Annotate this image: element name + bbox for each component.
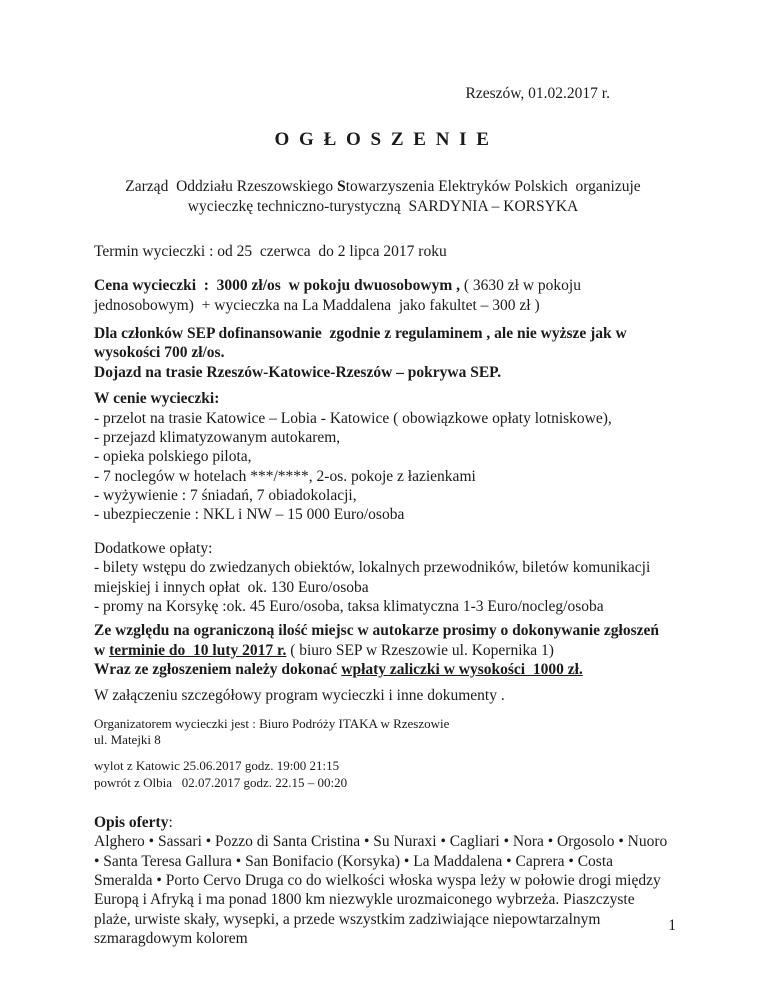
intro-line-2: wycieczkę techniczno-turystyczną SARDYNIA – KORSYKA (187, 197, 579, 215)
included-item: - 7 noclegów w hotelach ***/****, 2-os. pokoje z łazienkami (94, 467, 476, 485)
registration-paragraph (94, 621, 672, 679)
organizer-address-line: ul. Matejki 8 (94, 732, 161, 748)
trip-date-line: Termin wycieczki : od 25 czerwca do 2 lipca 2017 roku (94, 242, 447, 260)
extra-fees-item: - promy na Korsykę :ok. 45 Euro/osoba, taksa klimatyczna 1-3 Euro/nocleg/osoba (94, 597, 604, 615)
page-number: 1 (668, 917, 676, 934)
included-section (94, 389, 672, 525)
extra-fees-header: Dodatkowe opłaty: (94, 539, 213, 557)
price-bold-text: Cena wycieczki : 3000 zł/os w pokoju dwuosobowym , (94, 277, 460, 295)
included-item: - wyżywienie : 7 śniadań, 7 obiadokolacji, (94, 487, 357, 505)
extra-fees-section (94, 539, 672, 617)
organizer-block (94, 716, 672, 749)
included-item: - opieka polskiego pilota, (94, 448, 252, 466)
offer-description-section (94, 813, 672, 949)
intro-line-1 (94, 177, 672, 196)
transport-line: Dojazd na trasie Rzeszów-Katowice-Rzeszów – pokrywa SEP. (94, 363, 502, 381)
price-regular-text: ( 3630 zł w pokoju jednosobowym) + wycieczka na La Maddalena jako fakultet – 300 zł ) (94, 277, 585, 314)
registration-deadline-line (94, 621, 672, 660)
return-line: powrót z Olbia 02.07.2017 godz. 22.15 – 00:20 (94, 774, 348, 790)
flights-block (94, 758, 672, 791)
sep-funding-paragraph (94, 324, 672, 382)
offer-description-header (94, 813, 672, 832)
registration-office-text: ( biuro SEP w Rzeszowie ul. Kopernika 1) (286, 641, 554, 659)
deposit-line (94, 660, 672, 679)
departure-line: wylot z Katowic 25.06.2017 godz. 19:00 21:15 (94, 758, 340, 774)
intro-line-1-pre: Zarząd Oddziału Rzeszowskiego (125, 178, 338, 196)
included-header: W cenie wycieczki: (94, 390, 220, 408)
extra-fees-item: - bilety wstępu do zwiedzanych obiektów, lokalnych przewodników, biletów komunikacji miejskiej i innych opłat ok. 130 Euro/osoba (94, 559, 655, 596)
attachment-note: W załączeniu szczegółowy program wycieczki i inne dokumenty . (94, 687, 505, 705)
funding-line: Dla członków SEP dofinansowanie zgodnie z regulaminem , ale nie wyższe jak w wysokości 700 zł/os. (94, 325, 631, 362)
date-line: Rzeszów, 01.02.2017 r. (465, 85, 610, 102)
included-item: - przejazd klimatyzowanym autokarem, (94, 428, 341, 446)
registration-bold-text: Ze względu na ograniczoną ilość miejsc w autokarze prosimy o dokonywanie zgłoszeń w (94, 622, 663, 659)
offer-header-bold: Opis oferty (94, 813, 169, 831)
intro-paragraph (94, 177, 672, 216)
deposit-bold-text: Wraz ze zgłoszeniem należy dokonać (94, 661, 342, 679)
offer-header-colon: : (168, 813, 173, 831)
price-paragraph (94, 276, 672, 315)
included-item: - ubezpieczenie : NKL i NW – 15 000 Euro/osoba (94, 506, 405, 524)
document-title: O G Ł O S Z E N I E (274, 129, 492, 151)
deposit-amount-underlined: wpłaty zaliczki w wysokości 1000 zł. (341, 661, 583, 679)
organizer-line: Organizatorem wycieczki jest : Biuro Podróży ITAKA w Rzeszowie (94, 715, 450, 731)
intro-line-1-post: towarzyszenia Elektryków Polskich organizuje (345, 178, 641, 196)
offer-description-body: Alghero • Sassari • Pozzo di Santa Cristina • Su Nuraxi • Cagliari • Nora • Orgosolo • Nuoro • Santa Teresa Gallura • San Bonifacio (Korsyka) • La Maddalena • Caprera • Costa Smeralda • Porto Cervo Druga co do wielkości włoska wyspa leży w połowie drogi między Europą i Afryką i ma ponad 1800 km niezwykle urozmaiconego wybrzeża. Piaszczyste plaże, urwiste skały, wysepki, a przede wszystkim zadziwiające niepowtarzalnym szmaragdowym kolorem (94, 833, 672, 948)
included-item: - przelot na trasie Katowice – Lobia - Katowice ( obowiązkowe opłaty lotniskowe), (94, 409, 612, 427)
registration-deadline-underlined: terminie do 10 luty 2017 r. (109, 641, 287, 659)
intro-line-1-bold: S (337, 178, 346, 196)
